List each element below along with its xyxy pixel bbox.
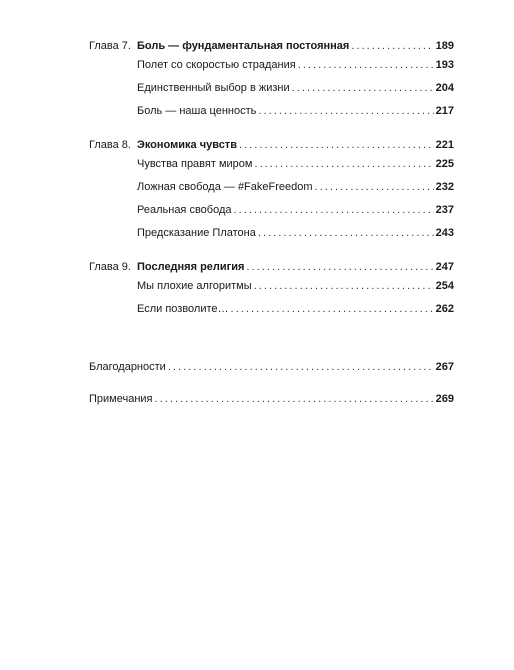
dot-leader bbox=[258, 100, 433, 123]
acknowledgements-title: Благодарности bbox=[89, 361, 166, 373]
chapter-7-page: 189 bbox=[435, 40, 454, 52]
toc-acknowledgements bbox=[89, 359, 454, 375]
section-page: 217 bbox=[435, 105, 454, 117]
chapter-9-prefix: Глава 9. bbox=[89, 261, 131, 273]
section-title: Единственный выбор в жизни bbox=[137, 82, 290, 94]
chapter-7-label bbox=[89, 38, 349, 54]
section-title: Ложная свобода — #FakeFreedom bbox=[137, 181, 313, 193]
notes-title: Примечания bbox=[89, 393, 153, 405]
section-title: Предсказание Платона bbox=[137, 227, 256, 239]
chapter-9-label bbox=[89, 259, 244, 275]
dot-leader bbox=[239, 137, 434, 153]
section-title: Реальная свобода bbox=[137, 204, 232, 216]
chapter-8-page: 221 bbox=[435, 139, 454, 151]
section-title: Мы плохие алгоритмы bbox=[137, 280, 252, 292]
dot-leader bbox=[292, 77, 434, 100]
toc-chapter-9 bbox=[89, 259, 454, 275]
dot-leader bbox=[254, 275, 434, 298]
chapter-8-label bbox=[89, 137, 237, 153]
section-page: 204 bbox=[435, 82, 454, 94]
dot-leader bbox=[246, 259, 433, 275]
spacer bbox=[89, 123, 454, 137]
toc-section bbox=[89, 153, 454, 176]
toc-section bbox=[89, 100, 454, 123]
section-page: 232 bbox=[435, 181, 454, 193]
dot-leader bbox=[231, 298, 434, 321]
dot-leader bbox=[254, 153, 433, 176]
toc-section bbox=[89, 199, 454, 222]
toc-chapter-7 bbox=[89, 38, 454, 54]
toc-section bbox=[89, 176, 454, 199]
chapter-7-prefix: Глава 7. bbox=[89, 40, 131, 52]
toc-chapter-8 bbox=[89, 137, 454, 153]
dot-leader bbox=[315, 176, 434, 199]
dot-leader bbox=[298, 54, 434, 77]
chapter-9-title: Последняя религия bbox=[137, 261, 245, 273]
section-title: Полет со скоростью страдания bbox=[137, 59, 296, 71]
notes-page: 269 bbox=[435, 393, 454, 405]
section-page: 237 bbox=[435, 204, 454, 216]
acknowledgements-page: 267 bbox=[435, 361, 454, 373]
toc-section bbox=[89, 275, 454, 298]
dot-leader bbox=[234, 199, 434, 222]
section-title: Если позволите… bbox=[137, 303, 229, 315]
spacer bbox=[89, 375, 454, 391]
spacer bbox=[89, 321, 454, 359]
section-page: 193 bbox=[435, 59, 454, 71]
chapter-7-title: Боль — фундаментальная постоянная bbox=[137, 40, 350, 52]
chapter-9-page: 247 bbox=[435, 261, 454, 273]
toc-notes bbox=[89, 391, 454, 407]
dot-leader bbox=[258, 222, 434, 245]
toc-section bbox=[89, 298, 454, 321]
spacer bbox=[89, 245, 454, 259]
toc-section bbox=[89, 222, 454, 245]
toc-section bbox=[89, 77, 454, 100]
dot-leader bbox=[155, 391, 434, 407]
toc-section bbox=[89, 54, 454, 77]
section-title: Боль — наша ценность bbox=[137, 105, 257, 117]
section-title: Чувства правят миром bbox=[137, 158, 253, 170]
section-page: 225 bbox=[435, 158, 454, 170]
dot-leader bbox=[168, 359, 434, 375]
table-of-contents bbox=[89, 38, 454, 407]
chapter-8-title: Экономика чувств bbox=[137, 139, 237, 151]
chapter-8-prefix: Глава 8. bbox=[89, 139, 131, 151]
section-page: 262 bbox=[435, 303, 454, 315]
section-page: 254 bbox=[435, 280, 454, 292]
section-page: 243 bbox=[435, 227, 454, 239]
dot-leader bbox=[351, 38, 433, 54]
